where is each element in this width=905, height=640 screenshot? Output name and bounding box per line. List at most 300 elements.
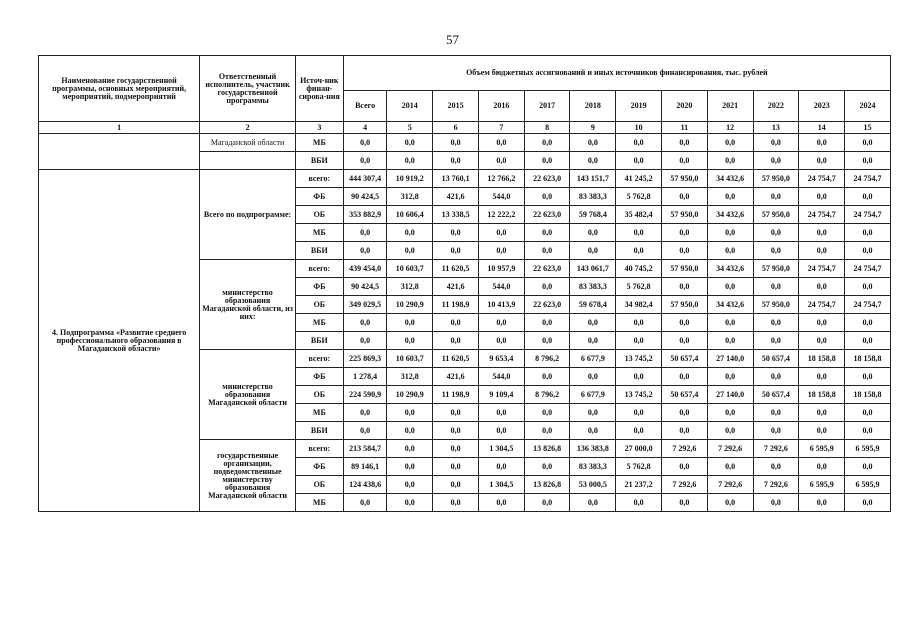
- value-cell: 0,0: [343, 134, 387, 152]
- header-year: 2021: [707, 91, 753, 122]
- responsible-cell: министерство образования Магаданской области: [200, 350, 296, 440]
- value-cell: 7 292,6: [707, 440, 753, 458]
- header-year: 2024: [845, 91, 891, 122]
- value-cell: 0,0: [616, 224, 662, 242]
- source-cell: всего:: [295, 170, 343, 188]
- value-cell: 0,0: [478, 332, 524, 350]
- value-cell: 0,0: [524, 224, 570, 242]
- value-cell: 0,0: [478, 314, 524, 332]
- value-cell: 0,0: [707, 422, 753, 440]
- value-cell: 0,0: [524, 458, 570, 476]
- header-year: 2014: [387, 91, 433, 122]
- value-cell: 349 029,5: [343, 296, 387, 314]
- value-cell: 0,0: [387, 422, 433, 440]
- value-cell: 0,0: [799, 188, 845, 206]
- table-row: [39, 134, 891, 152]
- value-cell: 0,0: [662, 332, 708, 350]
- value-cell: 0,0: [616, 404, 662, 422]
- header-responsible: Ответственный исполнитель, участник государственной программы: [200, 56, 296, 122]
- value-cell: 0,0: [570, 152, 616, 170]
- value-cell: 83 383,3: [570, 278, 616, 296]
- responsible-cell: министерство образования Магаданской области, из них:: [200, 260, 296, 350]
- source-cell: всего:: [295, 350, 343, 368]
- value-cell: 8 796,2: [524, 350, 570, 368]
- value-cell: 11 620,5: [433, 350, 479, 368]
- value-cell: 5 762,8: [616, 278, 662, 296]
- value-cell: 0,0: [799, 458, 845, 476]
- value-cell: 0,0: [662, 368, 708, 386]
- value-cell: 10 290,9: [387, 296, 433, 314]
- header-volume: Объем бюджетных ассигнований и иных источников финансирования, тыс. рублей: [343, 56, 890, 91]
- source-cell: ФБ: [295, 368, 343, 386]
- value-cell: 0,0: [433, 476, 479, 494]
- value-cell: 59 768,4: [570, 206, 616, 224]
- value-cell: 0,0: [662, 278, 708, 296]
- value-cell: 22 623,0: [524, 170, 570, 188]
- header-name: Наименование государственной программы, основных мероприятий, мероприятий, подмероприятий: [39, 56, 200, 122]
- value-cell: 0,0: [616, 422, 662, 440]
- value-cell: 421,6: [433, 368, 479, 386]
- value-cell: 0,0: [524, 152, 570, 170]
- value-cell: 0,0: [478, 422, 524, 440]
- value-cell: 0,0: [845, 422, 891, 440]
- value-cell: 0,0: [570, 404, 616, 422]
- column-number: 4: [343, 122, 387, 134]
- value-cell: 90 424,5: [343, 188, 387, 206]
- value-cell: 0,0: [343, 314, 387, 332]
- value-cell: 0,0: [570, 314, 616, 332]
- value-cell: 0,0: [799, 494, 845, 512]
- value-cell: 24 754,7: [799, 206, 845, 224]
- value-cell: 0,0: [845, 314, 891, 332]
- value-cell: 0,0: [753, 188, 799, 206]
- value-cell: 0,0: [753, 494, 799, 512]
- source-cell: ОБ: [295, 476, 343, 494]
- value-cell: 34 432,6: [707, 260, 753, 278]
- value-cell: 12 766,2: [478, 170, 524, 188]
- column-number: 8: [524, 122, 570, 134]
- header-year: 2020: [662, 91, 708, 122]
- column-number: 9: [570, 122, 616, 134]
- value-cell: 0,0: [524, 134, 570, 152]
- value-cell: 0,0: [387, 404, 433, 422]
- value-cell: 0,0: [753, 368, 799, 386]
- value-cell: 9 653,4: [478, 350, 524, 368]
- value-cell: 10 957,9: [478, 260, 524, 278]
- value-cell: 50 657,4: [753, 350, 799, 368]
- source-cell: МБ: [295, 494, 343, 512]
- value-cell: 0,0: [524, 242, 570, 260]
- value-cell: 22 623,0: [524, 206, 570, 224]
- value-cell: 0,0: [433, 332, 479, 350]
- value-cell: 0,0: [343, 224, 387, 242]
- source-cell: ФБ: [295, 278, 343, 296]
- value-cell: 0,0: [707, 224, 753, 242]
- value-cell: 0,0: [845, 224, 891, 242]
- responsible-cell-empty: [200, 152, 296, 170]
- value-cell: 0,0: [570, 332, 616, 350]
- value-cell: 7 292,6: [662, 476, 708, 494]
- value-cell: 0,0: [524, 368, 570, 386]
- value-cell: 27 140,0: [707, 350, 753, 368]
- value-cell: 0,0: [799, 152, 845, 170]
- responsible-cell: Магаданской области: [200, 134, 296, 152]
- column-number: 3: [295, 122, 343, 134]
- value-cell: 11 620,5: [433, 260, 479, 278]
- source-cell: МБ: [295, 134, 343, 152]
- value-cell: 0,0: [433, 134, 479, 152]
- value-cell: 57 950,0: [662, 170, 708, 188]
- value-cell: 89 146,1: [343, 458, 387, 476]
- value-cell: 421,6: [433, 188, 479, 206]
- value-cell: 0,0: [707, 134, 753, 152]
- header-year: 2018: [570, 91, 616, 122]
- column-number: 2: [200, 122, 296, 134]
- value-cell: 0,0: [662, 242, 708, 260]
- value-cell: 0,0: [524, 278, 570, 296]
- value-cell: 8 796,2: [524, 386, 570, 404]
- value-cell: 18 158,8: [845, 386, 891, 404]
- value-cell: 34 432,6: [707, 170, 753, 188]
- value-cell: 444 307,4: [343, 170, 387, 188]
- value-cell: 0,0: [616, 368, 662, 386]
- value-cell: 0,0: [799, 404, 845, 422]
- value-cell: 0,0: [707, 494, 753, 512]
- value-cell: 13 760,1: [433, 170, 479, 188]
- source-cell: МБ: [295, 224, 343, 242]
- value-cell: 10 603,7: [387, 350, 433, 368]
- value-cell: 6 595,9: [799, 476, 845, 494]
- value-cell: 10 919,2: [387, 170, 433, 188]
- name-cell-empty: [39, 134, 200, 170]
- column-number: 13: [753, 122, 799, 134]
- value-cell: 0,0: [707, 188, 753, 206]
- value-cell: 544,0: [478, 368, 524, 386]
- value-cell: 11 198,9: [433, 296, 479, 314]
- value-cell: 143 151,7: [570, 170, 616, 188]
- value-cell: 50 657,4: [662, 386, 708, 404]
- value-cell: 0,0: [387, 134, 433, 152]
- value-cell: 0,0: [707, 458, 753, 476]
- value-cell: 0,0: [707, 278, 753, 296]
- value-cell: 7 292,6: [753, 440, 799, 458]
- value-cell: 50 657,4: [662, 350, 708, 368]
- value-cell: 9 109,4: [478, 386, 524, 404]
- value-cell: 0,0: [707, 404, 753, 422]
- value-cell: 0,0: [343, 494, 387, 512]
- header-source: Источ-ник финан-сирова-ния: [295, 56, 343, 122]
- value-cell: 0,0: [799, 422, 845, 440]
- table-row: [39, 170, 891, 188]
- value-cell: 0,0: [478, 404, 524, 422]
- column-number: 7: [478, 122, 524, 134]
- value-cell: 13 826,8: [524, 440, 570, 458]
- value-cell: 13 745,2: [616, 386, 662, 404]
- value-cell: 57 950,0: [662, 296, 708, 314]
- source-cell: МБ: [295, 404, 343, 422]
- value-cell: 0,0: [845, 404, 891, 422]
- value-cell: 0,0: [753, 152, 799, 170]
- value-cell: 0,0: [799, 224, 845, 242]
- value-cell: 0,0: [524, 422, 570, 440]
- value-cell: 53 000,5: [570, 476, 616, 494]
- value-cell: 0,0: [799, 332, 845, 350]
- value-cell: 143 061,7: [570, 260, 616, 278]
- value-cell: 0,0: [845, 134, 891, 152]
- value-cell: 0,0: [387, 440, 433, 458]
- value-cell: 0,0: [753, 422, 799, 440]
- value-cell: 0,0: [387, 332, 433, 350]
- value-cell: 0,0: [478, 134, 524, 152]
- column-number: 6: [433, 122, 479, 134]
- value-cell: 6 595,9: [845, 440, 891, 458]
- source-cell: всего:: [295, 260, 343, 278]
- value-cell: 0,0: [753, 332, 799, 350]
- value-cell: 0,0: [433, 242, 479, 260]
- value-cell: 0,0: [387, 314, 433, 332]
- value-cell: 0,0: [616, 242, 662, 260]
- value-cell: 0,0: [753, 278, 799, 296]
- value-cell: 0,0: [433, 224, 479, 242]
- value-cell: 312,8: [387, 278, 433, 296]
- value-cell: 0,0: [478, 494, 524, 512]
- value-cell: 0,0: [478, 224, 524, 242]
- value-cell: 136 383,8: [570, 440, 616, 458]
- header-total: Всего: [343, 91, 387, 122]
- value-cell: 0,0: [524, 314, 570, 332]
- value-cell: 0,0: [570, 242, 616, 260]
- source-cell: ФБ: [295, 188, 343, 206]
- value-cell: 10 603,7: [387, 260, 433, 278]
- header-year: 2023: [799, 91, 845, 122]
- header-year: 2016: [478, 91, 524, 122]
- value-cell: 0,0: [478, 242, 524, 260]
- value-cell: 0,0: [707, 332, 753, 350]
- source-cell: ВБИ: [295, 332, 343, 350]
- value-cell: 0,0: [433, 440, 479, 458]
- value-cell: 12 222,2: [478, 206, 524, 224]
- value-cell: 21 237,2: [616, 476, 662, 494]
- value-cell: 27 000,0: [616, 440, 662, 458]
- source-cell: ОБ: [295, 386, 343, 404]
- value-cell: 0,0: [387, 476, 433, 494]
- value-cell: 0,0: [662, 188, 708, 206]
- value-cell: 24 754,7: [799, 170, 845, 188]
- value-cell: 0,0: [524, 332, 570, 350]
- value-cell: 1 278,4: [343, 368, 387, 386]
- value-cell: 24 754,7: [845, 260, 891, 278]
- header-year: 2022: [753, 91, 799, 122]
- value-cell: 10 290,9: [387, 386, 433, 404]
- value-cell: 0,0: [662, 152, 708, 170]
- value-cell: 5 762,8: [616, 458, 662, 476]
- value-cell: 0,0: [478, 458, 524, 476]
- source-cell: ВБИ: [295, 152, 343, 170]
- value-cell: 6 677,9: [570, 350, 616, 368]
- value-cell: 224 590,9: [343, 386, 387, 404]
- value-cell: 57 950,0: [753, 170, 799, 188]
- value-cell: 6 677,9: [570, 386, 616, 404]
- column-number: 1: [39, 122, 200, 134]
- value-cell: 225 869,3: [343, 350, 387, 368]
- value-cell: 0,0: [662, 494, 708, 512]
- value-cell: 0,0: [387, 242, 433, 260]
- value-cell: 18 158,8: [799, 350, 845, 368]
- value-cell: 0,0: [570, 494, 616, 512]
- column-number: 10: [616, 122, 662, 134]
- value-cell: 0,0: [845, 188, 891, 206]
- value-cell: 0,0: [662, 224, 708, 242]
- value-cell: 34 982,4: [616, 296, 662, 314]
- value-cell: 0,0: [753, 458, 799, 476]
- value-cell: 0,0: [616, 152, 662, 170]
- column-number: 11: [662, 122, 708, 134]
- value-cell: 0,0: [387, 152, 433, 170]
- source-cell: ОБ: [295, 296, 343, 314]
- source-cell: ВБИ: [295, 422, 343, 440]
- value-cell: 22 623,0: [524, 296, 570, 314]
- value-cell: 0,0: [524, 494, 570, 512]
- value-cell: 7 292,6: [662, 440, 708, 458]
- value-cell: 0,0: [799, 314, 845, 332]
- value-cell: 544,0: [478, 188, 524, 206]
- value-cell: 124 438,6: [343, 476, 387, 494]
- value-cell: 0,0: [707, 314, 753, 332]
- value-cell: 27 140,0: [707, 386, 753, 404]
- value-cell: 1 304,5: [478, 476, 524, 494]
- value-cell: 312,8: [387, 188, 433, 206]
- source-cell: МБ: [295, 314, 343, 332]
- value-cell: 1 304,5: [478, 440, 524, 458]
- value-cell: 24 754,7: [845, 296, 891, 314]
- value-cell: 83 383,3: [570, 458, 616, 476]
- value-cell: 0,0: [570, 368, 616, 386]
- value-cell: 57 950,0: [662, 260, 708, 278]
- value-cell: 0,0: [433, 422, 479, 440]
- value-cell: 0,0: [753, 134, 799, 152]
- value-cell: 0,0: [433, 314, 479, 332]
- value-cell: 57 950,0: [662, 206, 708, 224]
- page-number: 57: [446, 32, 459, 47]
- header-year: 2015: [433, 91, 479, 122]
- value-cell: 57 950,0: [753, 296, 799, 314]
- value-cell: 0,0: [845, 242, 891, 260]
- value-cell: 421,6: [433, 278, 479, 296]
- value-cell: 90 424,5: [343, 278, 387, 296]
- value-cell: 35 482,4: [616, 206, 662, 224]
- header-year: 2017: [524, 91, 570, 122]
- value-cell: 0,0: [433, 458, 479, 476]
- value-cell: 0,0: [662, 404, 708, 422]
- value-cell: 13 745,2: [616, 350, 662, 368]
- value-cell: 13 338,5: [433, 206, 479, 224]
- value-cell: 0,0: [343, 332, 387, 350]
- value-cell: 0,0: [662, 458, 708, 476]
- value-cell: 0,0: [845, 368, 891, 386]
- value-cell: 0,0: [478, 152, 524, 170]
- value-cell: 0,0: [799, 278, 845, 296]
- value-cell: 0,0: [433, 494, 479, 512]
- value-cell: 0,0: [570, 224, 616, 242]
- value-cell: 0,0: [433, 404, 479, 422]
- value-cell: 0,0: [616, 332, 662, 350]
- value-cell: 0,0: [707, 242, 753, 260]
- value-cell: 40 745,2: [616, 260, 662, 278]
- source-cell: всего:: [295, 440, 343, 458]
- value-cell: 10 413,9: [478, 296, 524, 314]
- value-cell: 57 950,0: [753, 260, 799, 278]
- value-cell: 0,0: [387, 458, 433, 476]
- value-cell: 0,0: [343, 422, 387, 440]
- value-cell: 0,0: [616, 134, 662, 152]
- value-cell: 0,0: [662, 422, 708, 440]
- responsible-cell: Всего по подпрограмме:: [200, 170, 296, 260]
- value-cell: 0,0: [845, 458, 891, 476]
- source-cell: ОБ: [295, 206, 343, 224]
- value-cell: 0,0: [524, 404, 570, 422]
- value-cell: 0,0: [343, 242, 387, 260]
- value-cell: 213 584,7: [343, 440, 387, 458]
- value-cell: 6 595,9: [845, 476, 891, 494]
- value-cell: 18 158,8: [845, 350, 891, 368]
- value-cell: 0,0: [662, 134, 708, 152]
- value-cell: 0,0: [707, 368, 753, 386]
- value-cell: 0,0: [753, 404, 799, 422]
- value-cell: 24 754,7: [845, 170, 891, 188]
- value-cell: 5 762,8: [616, 188, 662, 206]
- source-cell: ФБ: [295, 458, 343, 476]
- value-cell: 22 623,0: [524, 260, 570, 278]
- value-cell: 59 678,4: [570, 296, 616, 314]
- value-cell: 0,0: [707, 152, 753, 170]
- value-cell: 0,0: [845, 152, 891, 170]
- value-cell: 0,0: [845, 278, 891, 296]
- value-cell: 0,0: [753, 242, 799, 260]
- value-cell: 0,0: [387, 494, 433, 512]
- value-cell: 312,8: [387, 368, 433, 386]
- value-cell: 24 754,7: [845, 206, 891, 224]
- value-cell: 0,0: [845, 332, 891, 350]
- value-cell: 0,0: [616, 494, 662, 512]
- value-cell: 353 882,9: [343, 206, 387, 224]
- value-cell: 0,0: [799, 368, 845, 386]
- value-cell: 50 657,4: [753, 386, 799, 404]
- value-cell: 0,0: [799, 242, 845, 260]
- value-cell: 0,0: [616, 314, 662, 332]
- value-cell: 13 826,8: [524, 476, 570, 494]
- source-cell: ВБИ: [295, 242, 343, 260]
- value-cell: 7 292,6: [753, 476, 799, 494]
- value-cell: 83 383,3: [570, 188, 616, 206]
- budget-table: [38, 55, 891, 512]
- value-cell: 11 198,9: [433, 386, 479, 404]
- value-cell: 41 245,2: [616, 170, 662, 188]
- value-cell: 57 950,0: [753, 206, 799, 224]
- subprogram-name: 4. Подпрограмма «Развитие среднего профессионального образования в Магаданской области»: [39, 170, 200, 512]
- value-cell: 34 432,6: [707, 296, 753, 314]
- value-cell: 7 292,6: [707, 476, 753, 494]
- value-cell: 0,0: [570, 422, 616, 440]
- column-number: 12: [707, 122, 753, 134]
- value-cell: 0,0: [343, 152, 387, 170]
- value-cell: 0,0: [845, 494, 891, 512]
- value-cell: 6 595,9: [799, 440, 845, 458]
- value-cell: 0,0: [570, 134, 616, 152]
- value-cell: 0,0: [524, 188, 570, 206]
- value-cell: 0,0: [799, 134, 845, 152]
- value-cell: 0,0: [387, 224, 433, 242]
- value-cell: 544,0: [478, 278, 524, 296]
